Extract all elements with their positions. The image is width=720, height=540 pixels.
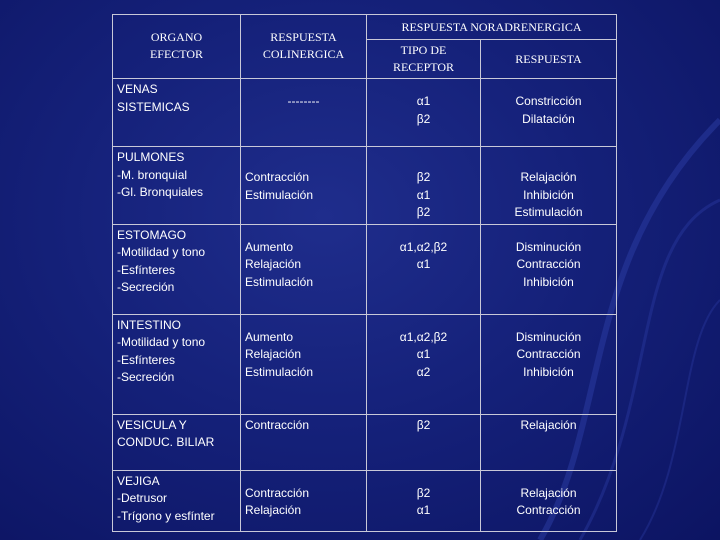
organ-cell: VENAS SISTEMICAS xyxy=(113,79,241,147)
table-row xyxy=(113,224,617,314)
response-cell: Disminución Contracción Inhibición xyxy=(481,314,617,414)
cholinergic-cell: -------- xyxy=(241,79,367,147)
response-cell: Relajación Inhibición Estimulación xyxy=(481,147,617,225)
cholinergic-cell: Contracción Relajación xyxy=(241,470,367,531)
header-cholinergic-response: RESPUESTA COLINERGICA xyxy=(241,15,367,79)
response-cell: Relajación Contracción xyxy=(481,470,617,531)
receptor-cell: α1 β2 xyxy=(367,79,481,147)
header-response: RESPUESTA xyxy=(481,40,617,79)
header-organ-effector: ORGANO EFECTOR xyxy=(113,15,241,79)
table-row xyxy=(113,414,617,470)
organ-cell: INTESTINO -Motilidad y tono -Esfínteres -Secreción xyxy=(113,314,241,414)
receptor-cell: β2 α1 xyxy=(367,470,481,531)
cholinergic-cell: Aumento Relajación Estimulación xyxy=(241,224,367,314)
response-cell: Relajación xyxy=(481,414,617,470)
table-row xyxy=(113,79,617,147)
receptor-cell: β2 xyxy=(367,414,481,470)
cholinergic-cell: Aumento Relajación Estimulación xyxy=(241,314,367,414)
table-row xyxy=(113,147,617,225)
cholinergic-cell: Contracción xyxy=(241,414,367,470)
receptor-cell: α1,α2,β2 α1 xyxy=(367,224,481,314)
autonomic-response-table xyxy=(112,14,617,532)
table-row xyxy=(113,314,617,414)
response-cell: Constricción Dilatación xyxy=(481,79,617,147)
header-receptor-type: TIPO DE RECEPTOR xyxy=(367,40,481,79)
receptor-cell: α1,α2,β2 α1 α2 xyxy=(367,314,481,414)
organ-cell: PULMONES -M. bronquial -Gl. Bronquiales xyxy=(113,147,241,225)
table-row xyxy=(113,470,617,531)
organ-cell: VEJIGA -Detrusor -Trígono y esfínter xyxy=(113,470,241,531)
organ-cell: VESICULA Y CONDUC. BILIAR xyxy=(113,414,241,470)
organ-cell: ESTOMAGO -Motilidad y tono -Esfínteres -Secreción xyxy=(113,224,241,314)
cholinergic-cell: Contracción Estimulación xyxy=(241,147,367,225)
receptor-cell: β2 α1 β2 xyxy=(367,147,481,225)
header-noradrenergic-response: RESPUESTA NORADRENERGICA xyxy=(367,15,617,40)
response-cell: Disminución Contracción Inhibición xyxy=(481,224,617,314)
